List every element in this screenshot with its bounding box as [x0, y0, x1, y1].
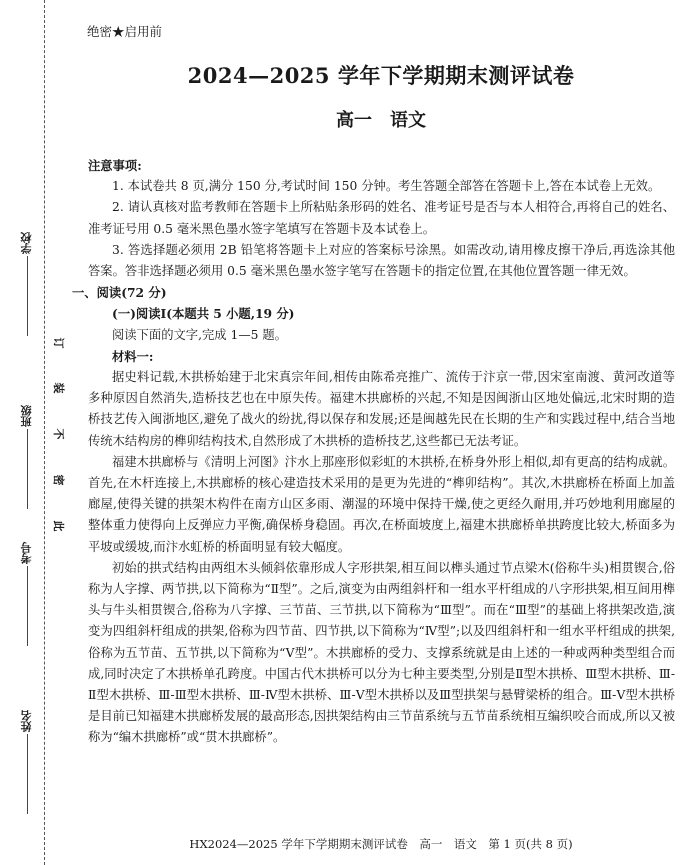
binding-margin-line: [44, 0, 45, 865]
name-label: 姓名: [20, 710, 33, 732]
note-item-1: 1. 本试卷共 8 页,满分 150 分,考试时间 150 分钟。考生答题全部答在答题卡上,答在本试卷上无效。: [112, 179, 661, 194]
paragraph-1: 据史料记载,木拱桥始建于北宋真宗年间,相传由陈希亮推广、流传于汴京一带,因宋室南渡、黄河改道等多种原因自然消失,造桥技艺也在中原失传。福建木拱廊桥的兴起,不知是因闽浙山区地处偏远,北宋时期的造桥技艺传入闽浙地区,避免了战火的纷扰,得以保存和发展;还是闽越先民在长期的生产和实践过程中,结合当地传统木结构房的榫卯结构技术,自然形成了木拱桥的造桥技艺,这些都已无法考证。: [88, 370, 675, 448]
material-label: 材料一:: [112, 348, 154, 364]
class-field[interactable]: [10, 405, 44, 509]
exam-number-label: 考号: [20, 542, 33, 564]
secret-mark: 绝密★启用前: [87, 24, 163, 39]
school-fill-line: [27, 256, 28, 336]
section-heading: 一、阅读(72 分): [72, 285, 167, 301]
note-item-3: 3. 答选择题必须用 2B 铅笔将答题卡上对应的答案标号涂黑。如需改动,请用橡皮擦干净后,再选涂其他答案。答非选择题必须用 0.5 毫米黑色墨水签字笔写在答题卡的指定位置,在其他位置答题一律无效。: [88, 242, 675, 279]
seal-char-3: 不: [52, 428, 65, 440]
exam-number-fill-line: [27, 566, 28, 646]
class-fill-line: [27, 429, 28, 509]
sub-section-heading: (一)阅读Ⅰ(本题共 5 小题,19 分): [112, 306, 295, 322]
exam-body: [72, 155, 675, 749]
page-title: 2024—2025 学年下学期期末测评试卷: [187, 63, 575, 88]
name-field[interactable]: [10, 710, 44, 814]
notes-heading: 注意事项:: [88, 158, 142, 173]
instruction-text: 阅读下面的文字,完成 1—5 题。: [112, 327, 287, 342]
seal-char-2: 装: [52, 382, 65, 394]
note-item-2: 2. 请认真核对监考教师在答题卡上所粘贴条形码的姓名、准考证号是否与本人相符合,再将自己的姓名、准考证号用 0.5 毫米黑色墨水签字笔填写在答题卡及本试卷上。: [88, 200, 675, 236]
school-label: 学校: [20, 232, 33, 254]
school-field[interactable]: [10, 232, 44, 336]
class-label: 班级: [20, 405, 33, 427]
paragraph-2: 福建木拱廊桥与《清明上河图》汴水上那座形似彩虹的木拱桥,在桥身外形上相似,却有更高的结构成就。首先,在木杆连接上,木拱廊桥的核心建造技术采用的是更为先进的“榫卯结构”。其次,木拱廊桥在桥面上加盖廊屋,使得关键的拱架木构件在南方山区多雨、潮湿的环境中保持干燥,使之更经久耐用,并巧妙地利用廊屋的整体重力使得向上反弹应力平衡,确保桥身稳固。再次,在桥面坡度上,福建木拱廊桥单拱跨度比较大,桥面多为平坡或缓坡,而汴水虹桥的桥面明显有较大幅度。: [88, 454, 675, 554]
exam-number-field[interactable]: [10, 542, 44, 646]
page-footer: HX2024—2025 学年下学期期末测评试卷 高一 语文 第 1 页(共 8 页): [189, 837, 573, 851]
seal-char-5: 此: [52, 520, 65, 532]
page-subtitle: 高一 语文: [336, 110, 426, 131]
seal-char-4: 密: [52, 474, 65, 486]
paragraph-3: 初始的拱式结构由两组木头倾斜依靠形成人字形拱架,相互间以榫头通过节点梁木(俗称牛头)相贯锲合,俗称为人字撑、两节拱,以下简称为“Ⅱ型”。之后,演变为由两组斜杆和一组水平杆组成的八字形拱架,相互间用榫头与牛头相贯锲合,俗称为八字撑、三节苗、三节拱,以下简称为“Ⅲ型”。而在“Ⅲ型”的基础上将拱架改造,演变为四组斜杆组成的拱架,俗称为四节苗、四节拱,以下简称为“Ⅳ型”;以及四组斜杆和一组水平杆组成的拱架,俗称为五节苗、五节拱,以下简称为“Ⅴ型”。木拱廊桥的受力、支撑系统就是由上述的一种或两种类型组合而成,同时决定了木拱桥单孔跨度。中国古代木拱桥可以分为七种主要类型,分别是Ⅱ型木拱桥、Ⅲ型木拱桥、Ⅲ-Ⅱ型木拱桥、Ⅲ-Ⅲ型木拱桥、Ⅲ-Ⅳ型木拱桥、Ⅲ-Ⅴ型木拱桥以及Ⅲ型拱架与悬臂梁桥的组合。Ⅲ-Ⅴ型木拱桥是目前已知福建木拱廊桥发展的最高形态,因拱架结构由三节苗系统与五节苗系统相互编织咬合而成,所以又被称为“编木拱廊桥”或“贯木拱廊桥”。: [88, 560, 675, 745]
name-fill-line: [27, 734, 28, 814]
seal-char-1: 订: [52, 337, 65, 349]
